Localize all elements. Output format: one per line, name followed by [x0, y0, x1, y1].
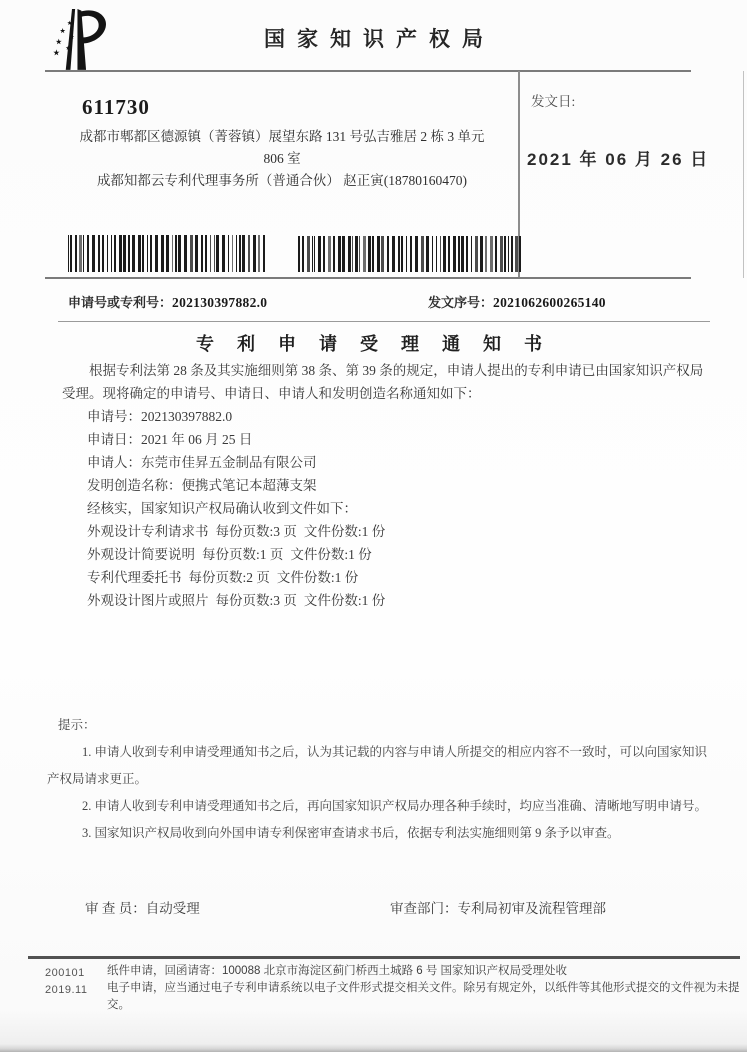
received-document: 专利代理委托书 每份页数:2 页 文件份数:1 份 — [87, 570, 359, 585]
footer-paper-filing-line: 纸件申请，回函请寄：100088 北京市海淀区蓟门桥西土城路 6 号 国家知识产权局受理处收 — [107, 965, 568, 977]
department-value: 专利局初审及流程管理部 — [457, 901, 606, 916]
application-number-label: 申请号或专利号： — [68, 295, 173, 310]
footer-divider — [28, 956, 740, 959]
note-item-1: 1. 申请人收到专利申请受理通知书之后，认为其记载的内容与申请人所提交的相应内容不一致时，可以向国家知识产权局请求更正。 — [47, 745, 708, 786]
notes-section — [47, 712, 709, 847]
address-line-1: 成都市郫都区德源镇（菁蓉镇）展望东路 131 号弘吉雅居 2 栋 3 单元 — [79, 129, 485, 144]
detail-application-number: 申请号：202130397882.0 — [87, 409, 233, 424]
notice-body — [62, 359, 710, 612]
notes-label: 提示： — [58, 718, 96, 732]
issue-date-value: 2021 年 06 月 26 日 — [527, 150, 710, 169]
recipient-address-block — [52, 126, 512, 192]
issue-box-right-border — [743, 71, 744, 278]
doc-code: 611730 — [82, 95, 150, 119]
notice-title: 专 利 申 请 受 理 通 知 书 — [195, 334, 551, 354]
detail-invention-title: 发明创造名称：便携式笔记本超薄支架 — [87, 478, 317, 493]
received-document: 外观设计专利请求书 每份页数:3 页 文件份数:1 份 — [87, 524, 386, 539]
detail-filing-date: 申请日：2021 年 06 月 25 日 — [87, 432, 253, 447]
note-item-2: 2. 申请人收到专利申请受理通知书之后，再向国家知识产权局办理各种手续时，均应当准确、清晰地写明申请号。 — [82, 799, 708, 813]
confirm-intro: 经核实，国家知识产权局确认收到文件如下： — [87, 501, 357, 516]
serial-number-label: 发文序号： — [428, 295, 494, 310]
form-code: 200101 — [45, 967, 85, 979]
received-document: 外观设计图片或照片 每份页数:3 页 文件份数:1 份 — [87, 593, 386, 608]
section-divider-top — [45, 277, 691, 279]
title-divider — [58, 321, 710, 322]
serial-number — [428, 292, 606, 311]
application-number — [68, 292, 267, 311]
examiner — [85, 897, 200, 917]
footer-electronic-filing-line: 电子申请，应当通过电子专利申请系统以电子文件形式提交相关文件。除另有规定外，以纸件等其他形式提交的文件视为未提交。 — [107, 982, 740, 1011]
address-line-2: 806 室 — [263, 151, 301, 166]
footer-instructions — [107, 963, 740, 1014]
application-number-value: 202130397882.0 — [172, 295, 268, 310]
examiner-value: 自动受理 — [145, 901, 200, 916]
body-paragraph-1: 根据专利法第 28 条及其实施细则第 38 条、第 39 条的规定，申请人提出的专利申请已由国家知识产权局受理。现将确定的申请号、申请日、申请人和发明创造名称通知如下： — [62, 363, 704, 401]
department-label: 审查部门： — [390, 901, 458, 916]
form-version: 2019.11 — [45, 984, 88, 996]
examiner-label: 审 查 员： — [85, 901, 146, 916]
barcode-right — [298, 236, 527, 272]
issue-date-label: 发文日: — [531, 94, 576, 109]
barcode-left — [68, 235, 270, 272]
examining-department — [390, 897, 606, 917]
agency-title: 国家知识产权局 — [264, 28, 495, 51]
note-item-3: 3. 国家知识产权局收到向外国申请专利保密审查请求书后，依据专利法实施细则第 9 条予以审查。 — [82, 826, 620, 840]
footer-form-codes — [45, 965, 87, 999]
received-document: 外观设计简要说明 每份页数:1 页 文件份数:1 份 — [87, 547, 372, 562]
detail-applicant: 申请人：东莞市佳昇五金制品有限公司 — [87, 455, 317, 470]
agent-line: 成都知都云专利代理事务所（普通合伙） 赵正寅(18780160470) — [96, 173, 468, 188]
page-bottom-edge — [0, 1044, 747, 1052]
serial-number-value: 2021062600265140 — [493, 295, 606, 310]
header-divider — [45, 70, 691, 72]
